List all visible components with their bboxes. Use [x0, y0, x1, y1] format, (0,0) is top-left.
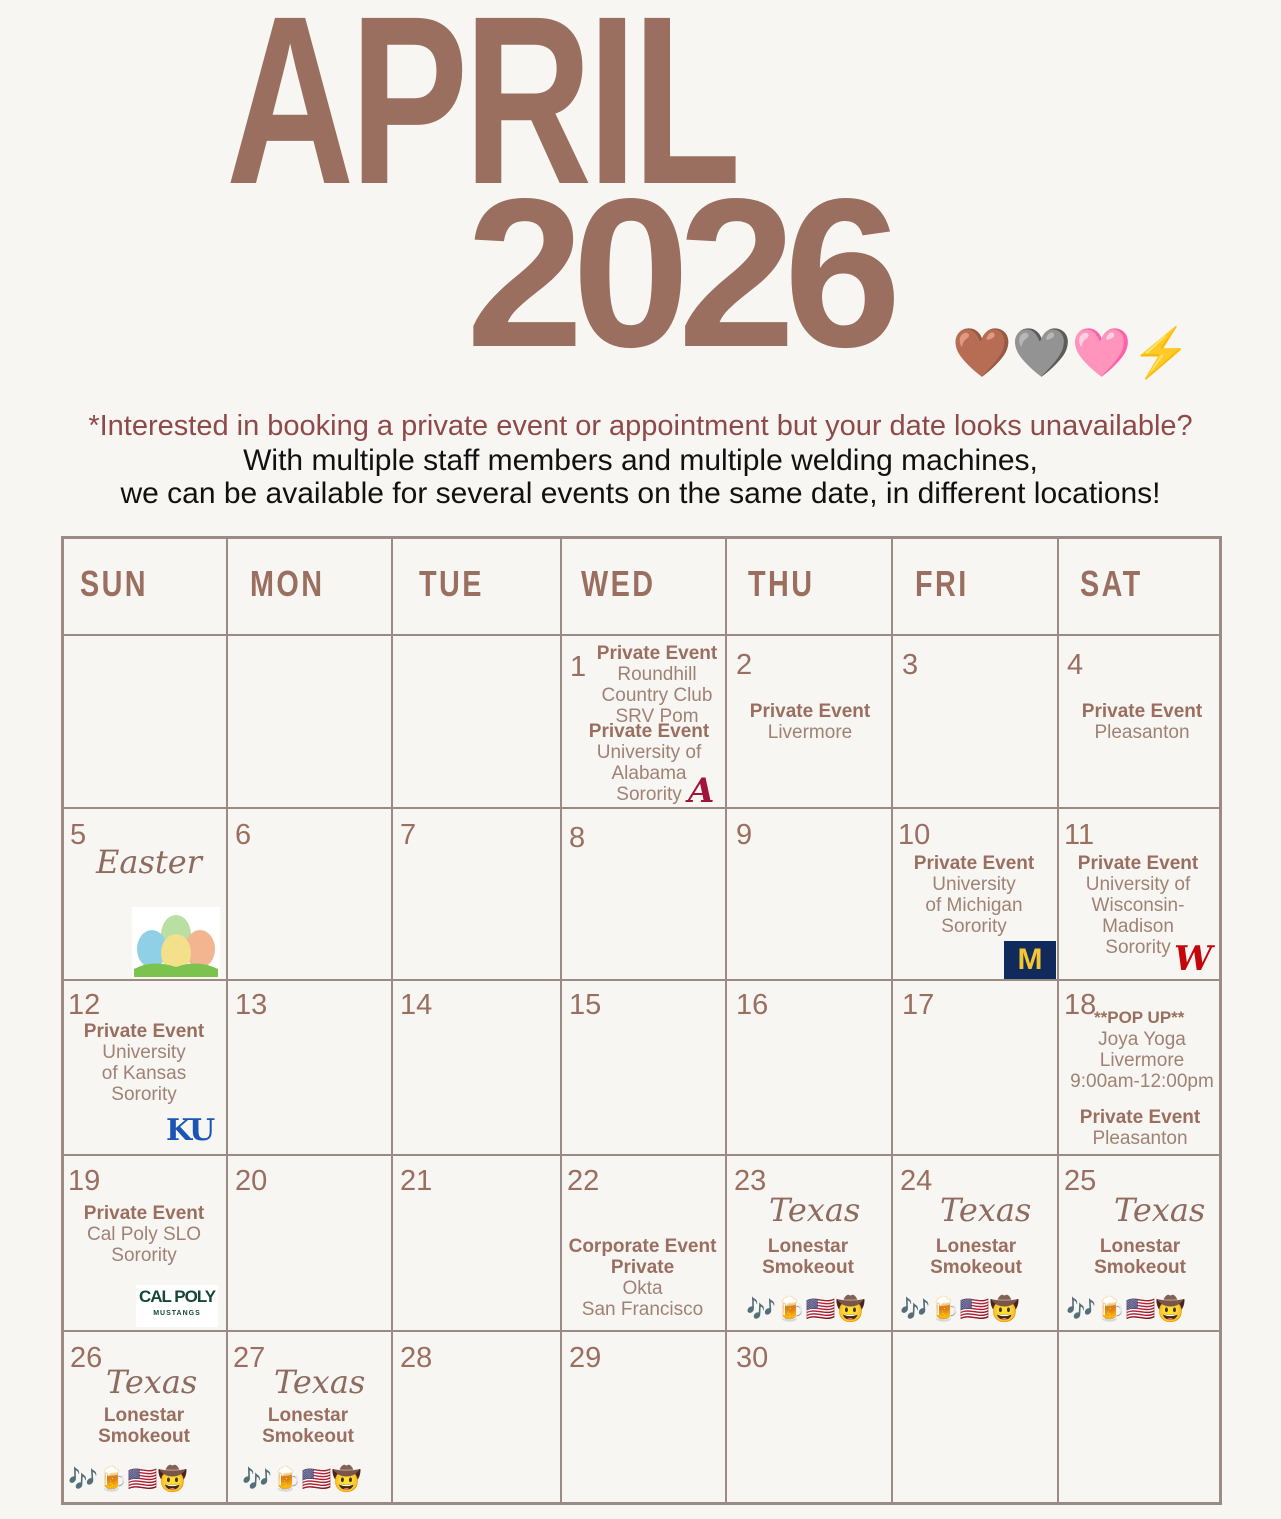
event-type: Private Event	[83, 1021, 205, 1042]
event-detail: Sorority	[111, 1245, 177, 1266]
day-number: 11	[1064, 819, 1095, 851]
event-type: Private Event	[749, 701, 871, 722]
day-26-event[interactable]	[64, 1405, 224, 1447]
day-12-event[interactable]	[64, 1021, 224, 1105]
day-number: 2	[736, 649, 753, 681]
day-number: 18	[1064, 989, 1097, 1021]
event-detail: Roundhill	[617, 664, 697, 685]
michigan-logo: M	[1004, 941, 1056, 979]
event-type: Private Event	[588, 721, 710, 742]
event-detail: SRV Pom	[615, 706, 699, 727]
event-detail: Okta	[622, 1278, 663, 1299]
event-type: Private Event	[1077, 853, 1199, 874]
event-detail: San Francisco	[581, 1299, 704, 1320]
month-title: APRIL	[226, 0, 737, 234]
day-number: 10	[898, 819, 931, 851]
event-name-2: Smokeout	[1094, 1257, 1186, 1278]
texas-label: Texas	[274, 1363, 366, 1401]
day-number: 3	[902, 649, 919, 681]
day-number: 9	[736, 819, 753, 851]
year-title: 2026	[466, 154, 890, 391]
event-name: Lonestar	[267, 1405, 349, 1426]
notice-question: *Interested in booking a private event or appointment but your date looks unavailable?	[88, 410, 1193, 442]
wisconsin-logo: W	[1170, 939, 1216, 979]
weekday-mon: MON	[250, 563, 325, 604]
grid-line	[64, 807, 1219, 809]
weekday-sat: SAT	[1080, 563, 1143, 604]
grid-line	[64, 1154, 1219, 1156]
grid-line	[64, 634, 1219, 636]
day-number: 30	[736, 1342, 769, 1374]
event-detail: of Michigan	[925, 895, 1023, 916]
event-detail: Pleasanton	[1092, 1128, 1188, 1149]
party-emojis: 🎶🍺🇺🇸🤠	[900, 1296, 1020, 1323]
day-number: 8	[569, 822, 586, 854]
party-emojis: 🎶🍺🇺🇸🤠	[746, 1296, 866, 1323]
day-23-event[interactable]	[728, 1236, 888, 1278]
event-type: Corporate Event	[568, 1236, 717, 1257]
texas-label: Texas	[1114, 1191, 1206, 1229]
event-type: Private Event	[913, 853, 1035, 874]
event-detail: University	[102, 1042, 186, 1063]
day-18-event-2[interactable]	[1060, 1107, 1220, 1149]
event-detail: Cal Poly SLO	[86, 1224, 202, 1245]
texas-label: Texas	[106, 1363, 198, 1401]
weekday-tue: TUE	[419, 563, 484, 604]
notice-line-3: we can be available for several events on the same date, in different locations!	[120, 477, 1161, 510]
weekday-sun: SUN	[80, 563, 149, 604]
event-name: Lonestar	[767, 1236, 849, 1257]
event-detail: Madison	[1102, 916, 1174, 937]
day-1-event[interactable]	[572, 643, 742, 727]
event-detail: Country Club	[601, 685, 713, 706]
event-detail: Livermore	[767, 722, 853, 743]
day-number: 22	[567, 1165, 600, 1197]
event-detail: Joya Yoga	[1098, 1029, 1186, 1050]
alabama-logo: A	[688, 771, 715, 811]
calpoly-logo-sub: MUSTANGS	[153, 1310, 201, 1317]
day-number: 24	[900, 1165, 933, 1197]
day-number: 1	[570, 651, 587, 683]
texas-label: Texas	[769, 1191, 861, 1229]
event-name: Lonestar	[935, 1236, 1017, 1257]
day-2-event[interactable]	[730, 701, 890, 743]
event-detail: Wisconsin-	[1091, 895, 1185, 916]
day-number: 17	[902, 989, 935, 1021]
event-detail: Pleasanton	[1094, 722, 1190, 743]
day-number: 27	[233, 1342, 266, 1374]
day-19-event[interactable]	[64, 1203, 224, 1266]
event-detail: Sorority	[941, 916, 1007, 937]
event-detail: Livermore	[1099, 1050, 1185, 1071]
day-number: 6	[235, 819, 252, 851]
event-name: Lonestar	[103, 1405, 185, 1426]
day-number: 26	[70, 1342, 103, 1374]
day-25-event[interactable]	[1060, 1236, 1220, 1278]
grid-line	[64, 979, 1219, 981]
day-number: 25	[1064, 1165, 1097, 1197]
weekday-fri: FRI	[915, 563, 969, 604]
easter-label: Easter	[96, 843, 202, 881]
party-emojis: 🎶🍺🇺🇸🤠	[242, 1466, 362, 1493]
grid-line	[560, 539, 562, 1502]
kansas-logo: KU	[166, 1113, 214, 1148]
event-detail: of Kansas	[101, 1063, 187, 1084]
event-name-2: Smokeout	[762, 1257, 854, 1278]
event-detail: University	[932, 874, 1016, 895]
event-detail: 9:00am-12:00pm	[1070, 1071, 1214, 1092]
day-18-event[interactable]	[1060, 1029, 1224, 1092]
event-name-2: Smokeout	[930, 1257, 1022, 1278]
event-type: Private Event	[1081, 701, 1203, 722]
party-emojis: 🎶🍺🇺🇸🤠	[1066, 1296, 1186, 1323]
event-name-2: Smokeout	[98, 1426, 190, 1447]
day-number: 28	[400, 1342, 433, 1374]
event-type-2: Private	[610, 1257, 675, 1278]
popup-text: **POP UP**	[1094, 1008, 1185, 1027]
day-number: 16	[736, 989, 769, 1021]
day-number: 7	[400, 819, 417, 851]
day-4-event[interactable]	[1062, 701, 1222, 743]
event-detail: Sorority	[616, 784, 682, 805]
grid-line	[1057, 539, 1059, 1502]
party-emojis: 🎶🍺🇺🇸🤠	[68, 1466, 188, 1493]
day-number: 12	[68, 989, 101, 1021]
event-detail: Alabama	[611, 763, 687, 784]
calendar-grid	[61, 536, 1222, 1505]
day-number: 29	[569, 1342, 602, 1374]
popup-label	[1094, 1007, 1204, 1028]
day-number: 20	[235, 1165, 268, 1197]
day-number: 19	[68, 1165, 101, 1197]
heart-emojis: 🤎🩶🩷⚡	[952, 327, 1192, 380]
event-detail: Sorority	[1105, 937, 1171, 958]
event-type: Private Event	[83, 1203, 205, 1224]
day-number: 15	[569, 989, 602, 1021]
day-number: 14	[400, 989, 433, 1021]
day-10-event[interactable]	[894, 853, 1054, 937]
event-name-2: Smokeout	[262, 1426, 354, 1447]
event-type: Private Event	[596, 643, 718, 664]
event-detail: Sorority	[111, 1084, 177, 1105]
grid-line	[64, 1330, 1219, 1332]
day-27-event[interactable]	[228, 1405, 388, 1447]
day-number: 23	[734, 1165, 767, 1197]
calpoly-logo-text: CAL POLY	[138, 1287, 216, 1306]
event-type: Private Event	[1079, 1107, 1201, 1128]
calpoly-logo	[136, 1285, 218, 1327]
grid-line	[391, 539, 393, 1502]
weekday-wed: WED	[581, 563, 656, 604]
event-detail: University of	[1085, 874, 1191, 895]
day-number: 4	[1067, 649, 1084, 681]
texas-label: Texas	[940, 1191, 1032, 1229]
weekday-thu: THU	[748, 563, 815, 604]
grid-line	[891, 539, 893, 1502]
day-number: 5	[70, 819, 87, 851]
day-number: 21	[400, 1165, 433, 1197]
event-detail: University of	[596, 742, 702, 763]
grid-line	[226, 539, 228, 1502]
day-24-event[interactable]	[896, 1236, 1056, 1278]
notice-line-2: With multiple staff members and multiple welding machines,	[243, 444, 1038, 477]
day-number: 13	[235, 989, 268, 1021]
easter-eggs-icon	[132, 907, 220, 977]
event-name: Lonestar	[1099, 1236, 1181, 1257]
day-22-event[interactable]	[560, 1236, 725, 1320]
